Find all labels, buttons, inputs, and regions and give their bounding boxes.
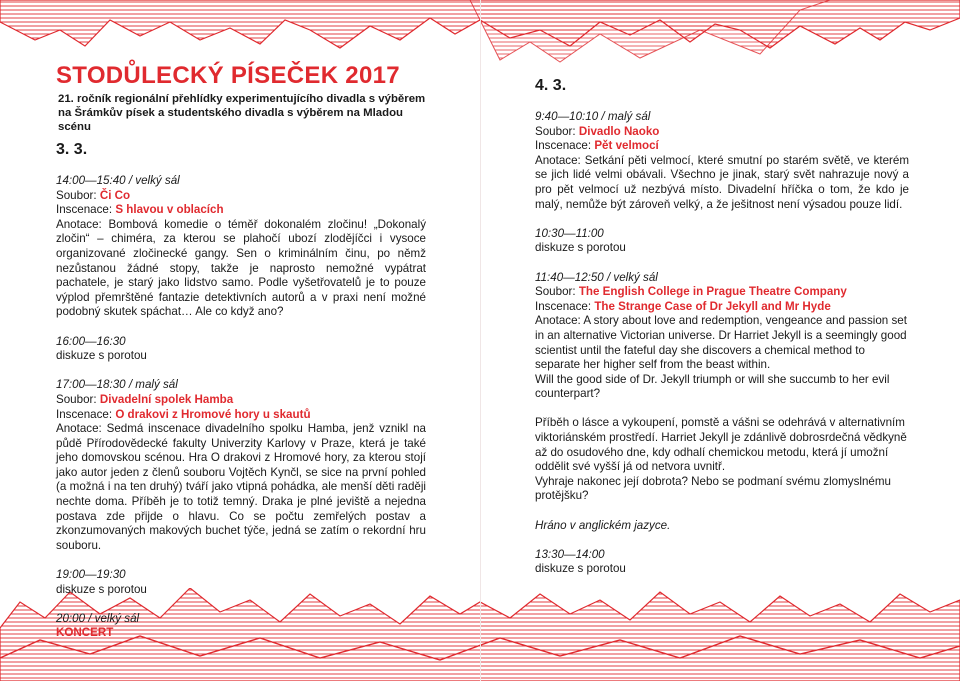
annotation-czech-question: Vyhraje nakonec její dobrota? Nebo se podmaní svému zlomyslnému protějšku? xyxy=(535,474,891,503)
ensemble-label: Soubor: xyxy=(535,285,576,299)
event-time: 17:00—18:30 / malý sál xyxy=(56,378,178,392)
event-time: 10:30—11:00 xyxy=(535,226,604,240)
production-label: Inscenace: xyxy=(535,299,592,313)
annotation-question: Will the good side of Dr. Jekyll triumph or will she succumb to her evil counterpart? xyxy=(535,372,890,401)
event-block xyxy=(56,612,426,641)
production-name: The Strange Case of Dr Jekyll and Mr Hyde xyxy=(594,299,831,313)
event-time: 14:00—15:40 / velký sál xyxy=(56,174,180,187)
annotation-label: Anotace: xyxy=(535,153,581,167)
language-note: Hráno v anglickém jazyce. xyxy=(535,518,671,532)
ensemble-name: Divadlo Naoko xyxy=(578,124,660,138)
festival-title: STODŮLECKÝ PÍSEČEK 2017 xyxy=(56,62,400,89)
event-block xyxy=(56,568,426,597)
event-block xyxy=(56,378,426,553)
ensemble-name: Divadelní spolek Hamba xyxy=(99,392,234,406)
production-label: Inscenace: xyxy=(56,407,113,421)
concert-label: KONCERT xyxy=(56,626,114,640)
event-block xyxy=(56,174,426,320)
festival-subtitle: 21. ročník regionální přehlídky experimentujícího divadla s výběrem na Šrámkův písek a studentského divadla s výběrem na Mladou scénu xyxy=(58,93,426,133)
event-block xyxy=(56,335,426,364)
event-text: diskuze s porotou xyxy=(535,241,626,255)
event-text: diskuze s porotou xyxy=(535,562,626,576)
ensemble-label: Soubor: xyxy=(56,188,97,202)
annotation-text: Sedmá inscenace divadelního spolku Hamba, jenž vznikl na půdě Přírodovědecké fakulty Univerzity Karlovy v Praze, která je také jeho domovskou scénou. Hra O drakovi z Hromové hory, za kterou stojí jako autor jeden z členů souboru Vojtěch Kynčl, se sice na první pohled (a možná i na ten druhý) tváří jako vtipná pohádka, ale menší děti raději nechte doma. Příběh je to totiž temný. Draka je plné jeviště a nejedna postava zde přijde o hlavu. Co se počtu zemřelých postav a zkonzumovaných makových buchet týče, jedná se zatím o rekordní hru souboru. xyxy=(56,422,426,552)
annotation-label: Anotace: xyxy=(535,314,581,328)
event-block xyxy=(535,227,909,256)
event-block xyxy=(535,548,909,577)
annotation-czech: Příběh o lásce a vykoupení, pomstě a vášni se odehrává v alternativním viktoriánském prostředí. Harriet Jekyll je zdánlivě dobrosrdečná vědkyně až do osudového dne, kdy odhalí chemickou metodu, která jí umožní oddělit své vyšší já od netvora uvnitř. xyxy=(535,416,907,474)
right-page xyxy=(535,70,909,592)
ensemble-label: Soubor: xyxy=(56,392,97,406)
ensemble-name: The English College in Prague Theatre Company xyxy=(578,285,847,299)
production-name: S hlavou v oblacích xyxy=(115,203,224,217)
production-label: Inscenace: xyxy=(535,139,592,153)
event-text: diskuze s porotou xyxy=(56,582,147,596)
event-time: 13:30—14:00 xyxy=(535,547,605,561)
page-fold xyxy=(480,0,481,681)
event-time: 20:00 / velký sál xyxy=(56,611,140,625)
annotation-label: Anotace: xyxy=(56,422,102,436)
left-page xyxy=(56,62,426,656)
production-name: O drakovi z Hromové hory u skautů xyxy=(115,407,311,421)
production-name: Pět velmocí xyxy=(594,139,659,153)
event-time: 16:00—16:30 xyxy=(56,334,126,348)
event-block xyxy=(535,271,909,534)
production-label: Inscenace: xyxy=(56,203,113,217)
ensemble-label: Soubor: xyxy=(535,124,576,138)
event-time: 11:40—12:50 / velký sál xyxy=(535,270,658,284)
event-time: 19:00—19:30 xyxy=(56,568,126,582)
event-block xyxy=(535,110,909,212)
annotation-text: Setkání pěti velmocí, které smutní po starém světě, ve kterém se jich lidé velmi obávali. Všechno je jinak, starý svět nahrazuje nový a pro pět velmocí už nezbývá místo. Divadelní hříčka o tom, že kdo je malý, nemůže být zároveň velký, a že ješitnost není výsadou pouze lidí. xyxy=(535,153,909,211)
day-date: 3. 3. xyxy=(56,141,88,158)
annotation-text: Bombová komedie o téměř dokonalém zločinu! „Dokonalý zločin“ – chiméra, za kterou se plahočí ubozí zlodějíčci i vysoce organizované zločinecké gangy. Sen o kriminálním činu, po němž nezůstanou žádné stopy, takže je naprosto nemožné vypátrat pachatele, je starý jako lidstvo samo. Podle vyšetřovatelů je to pouze výplod přemrštěné fantazie detektivních autorů a v praxi není možné podobný skutek spáchat… Ale co když ano? xyxy=(56,217,426,319)
annotation-label: Anotace: xyxy=(56,217,102,231)
day-date: 4. 3. xyxy=(535,77,567,94)
ensemble-name: Či Co xyxy=(99,188,131,202)
annotation-text: A story about love and redemption, vengeance and passion set in an alternative Victorian universe. Dr Harriet Jekyll is a seemingly good scientist until the fateful day she discovers a chemical method to separate her higher self from the beast within. xyxy=(535,314,907,372)
event-text: diskuze s porotou xyxy=(56,349,147,363)
event-time: 9:40—10:10 / malý sál xyxy=(535,110,651,123)
